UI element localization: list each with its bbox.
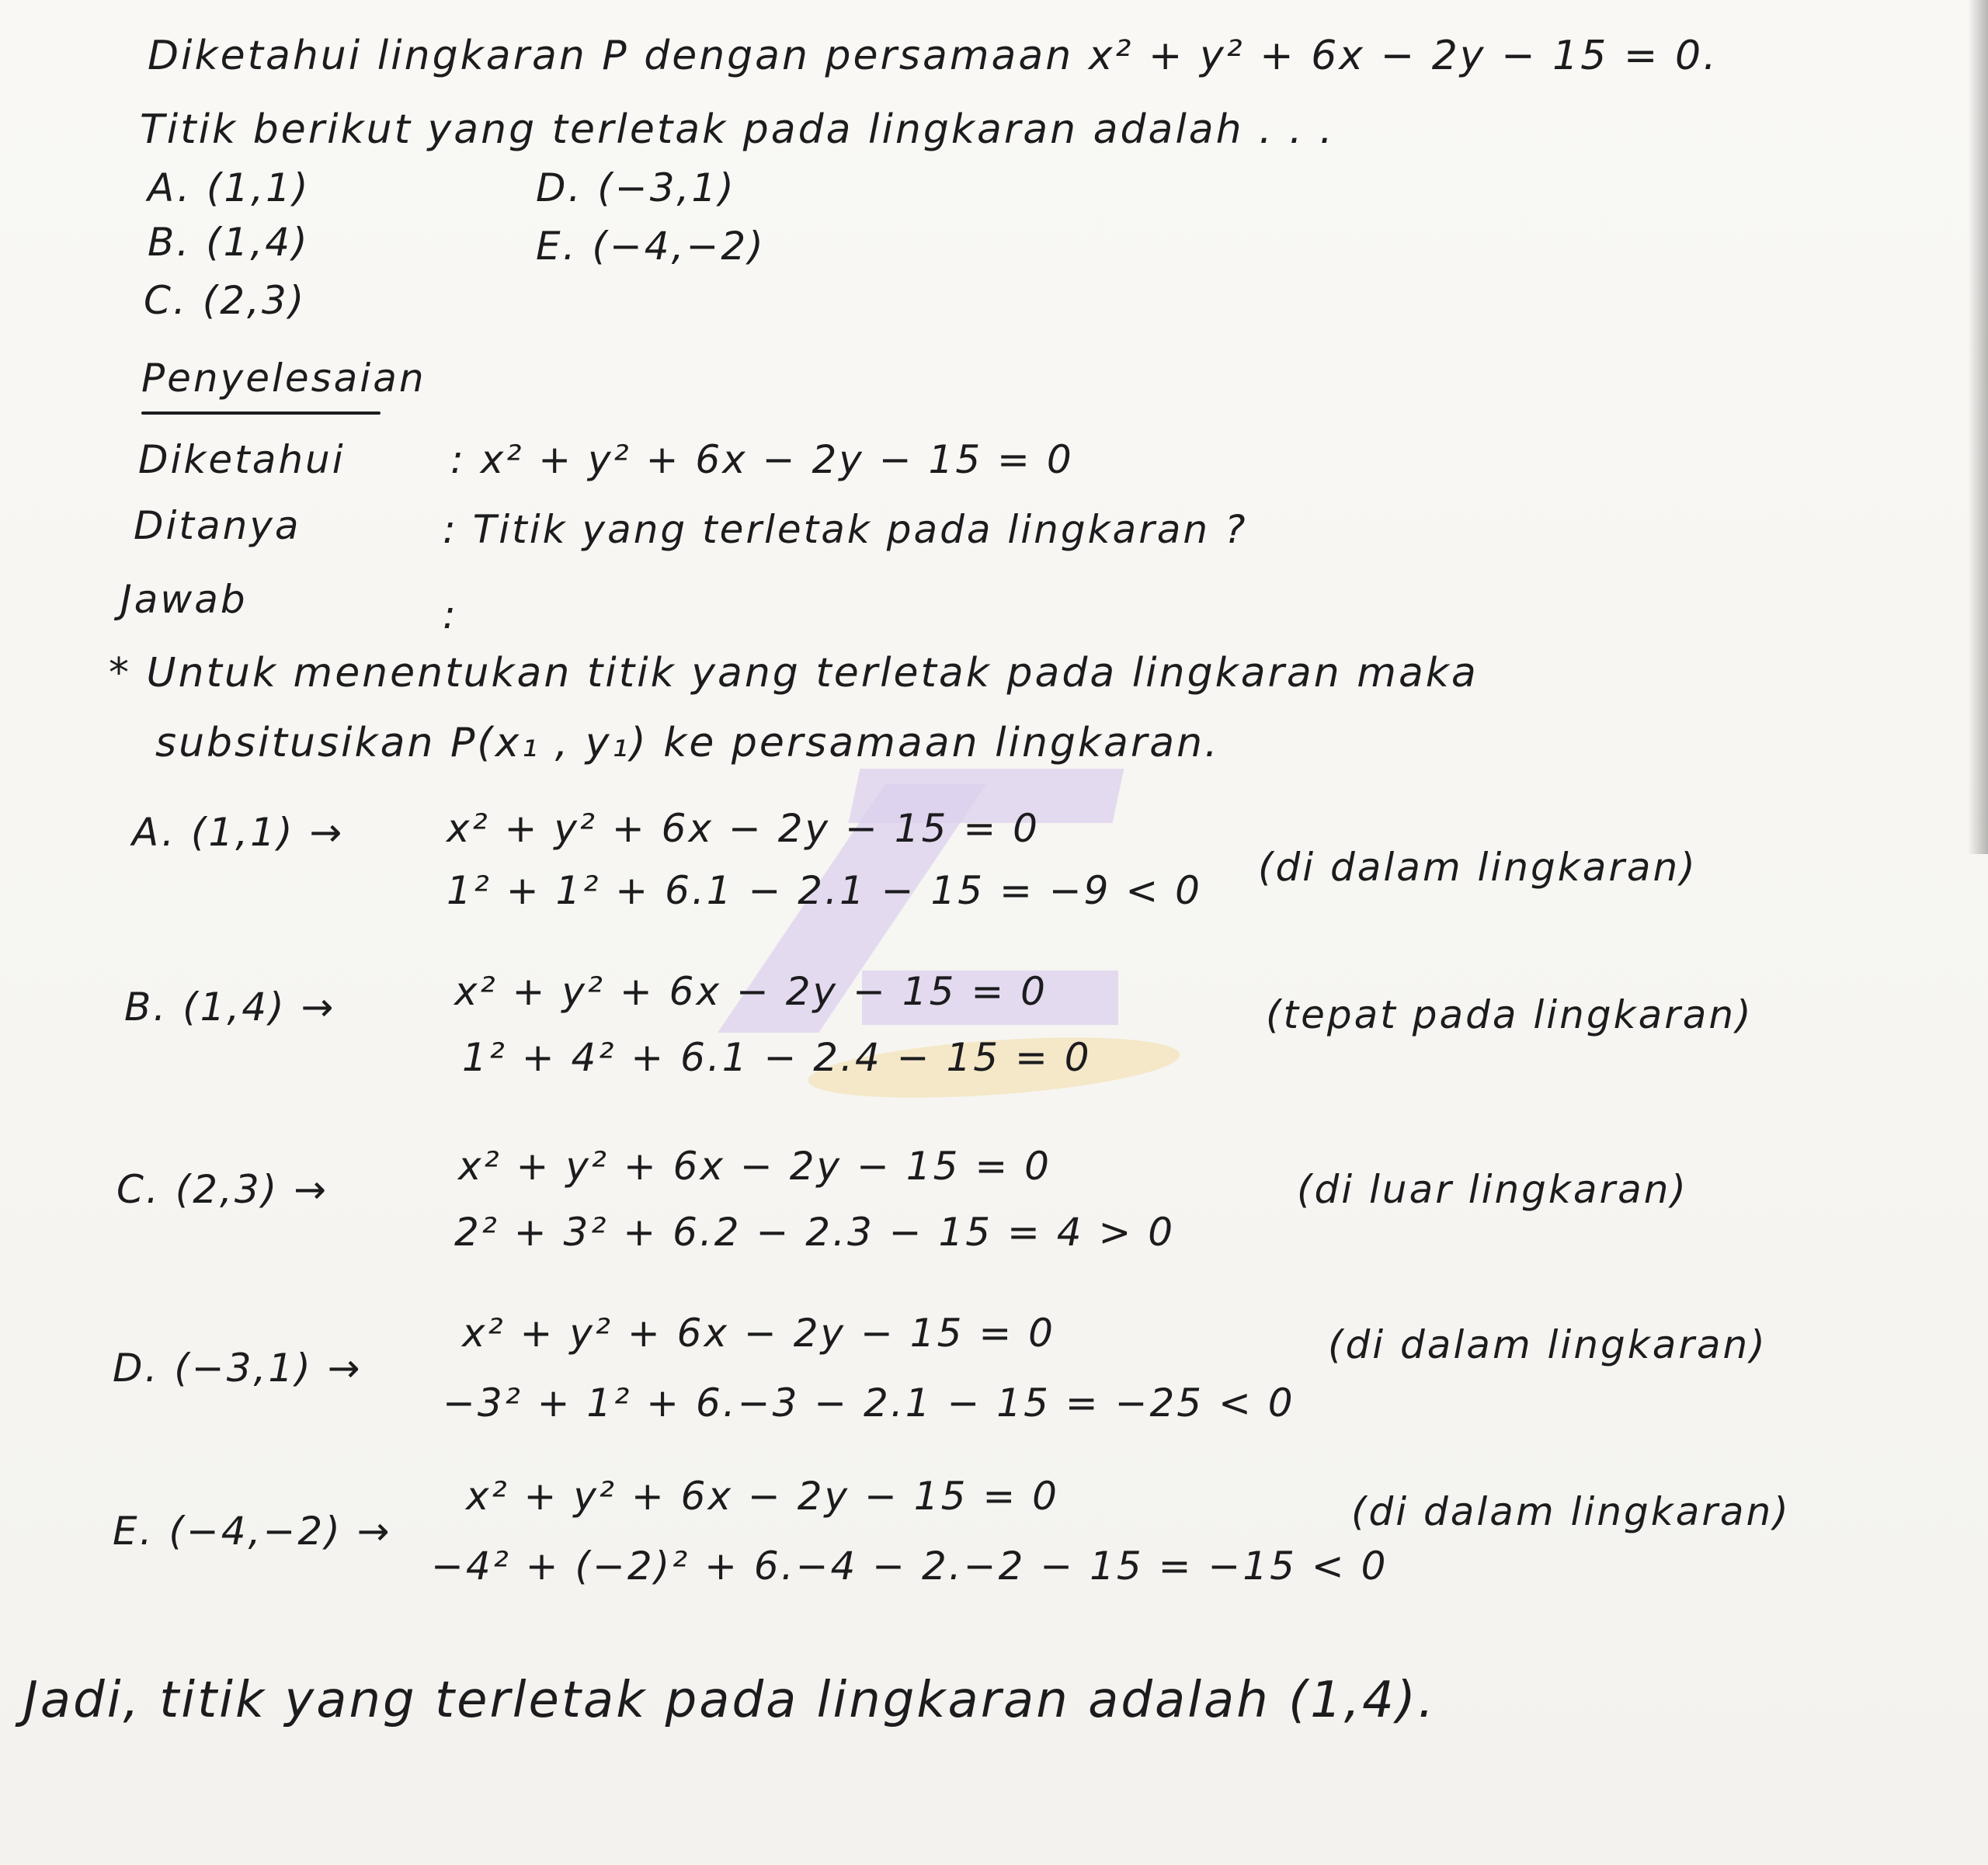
step-e-equation: x² + y² + 6x − 2y − 15 = 0 <box>466 1474 1059 1519</box>
step-b-substitution: 1² + 4² + 6.1 − 2.4 − 15 = 0 <box>462 1035 1092 1080</box>
step-a-equation: x² + y² + 6x − 2y − 15 = 0 <box>447 806 1040 851</box>
step-e-substitution: −4² + (−2)² + 6.−4 − 2.−2 − 15 = −15 < 0 <box>431 1544 1388 1589</box>
option-d: D. (−3,1) <box>536 165 736 210</box>
step-c-equation: x² + y² + 6x − 2y − 15 = 0 <box>458 1144 1051 1189</box>
answer-colon: : <box>443 592 458 637</box>
step-b-equation: x² + y² + 6x − 2y − 15 = 0 <box>454 969 1048 1014</box>
step-c-point: C. (2,3) → <box>116 1167 329 1212</box>
step-a-point: A. (1,1) → <box>132 810 345 855</box>
option-c: C. (2,3) <box>144 278 307 323</box>
step-d-equation: x² + y² + 6x − 2y − 15 = 0 <box>462 1311 1055 1356</box>
step-a-substitution: 1² + 1² + 6.1 − 2.1 − 15 = −9 < 0 <box>447 868 1202 913</box>
step-e-result: (di dalam lingkaran) <box>1351 1489 1791 1534</box>
step-d-point: D. (−3,1) → <box>113 1346 363 1391</box>
step-c-result: (di luar lingkaran) <box>1297 1167 1688 1212</box>
step-c-substitution: 2² + 3² + 6.2 − 2.3 − 15 = 4 > 0 <box>454 1210 1176 1255</box>
solution-heading: Penyelesaian <box>141 356 426 401</box>
paper-edge-shadow <box>1968 0 1988 854</box>
asked-value: : Titik yang terletak pada lingkaran ? <box>443 507 1248 552</box>
conclusion: Jadi, titik yang terletak pada lingkaran adalah (1,4). <box>23 1672 1437 1729</box>
option-a: A. (1,1) <box>148 165 311 210</box>
question-line-1: Diketahui lingkaran P dengan persamaan x² + y² + 6x − 2y − 15 = 0. <box>148 33 1719 79</box>
question-line-2: Titik berikut yang terletak pada lingkaran adalah . . . <box>140 106 1335 153</box>
step-a-result: (di dalam lingkaran) <box>1258 845 1698 890</box>
method-line-1: * Untuk menentukan titik yang terletak pada lingkaran maka <box>109 650 1479 696</box>
step-b-result: (tepat pada lingkaran) <box>1266 992 1753 1037</box>
solution-heading-underline <box>141 412 381 415</box>
known-label: Diketahui <box>138 437 346 482</box>
method-line-2: subsitusikan P(x₁ , y₁) ke persamaan lingkaran. <box>155 720 1220 766</box>
option-e: E. (−4,−2) <box>536 224 766 269</box>
step-e-point: E. (−4,−2) → <box>113 1509 392 1554</box>
answer-label: Jawab <box>120 577 248 622</box>
step-d-result: (di dalam lingkaran) <box>1328 1322 1767 1367</box>
step-b-point: B. (1,4) → <box>124 985 336 1030</box>
step-d-substitution: −3² + 1² + 6.−3 − 2.1 − 15 = −25 < 0 <box>443 1381 1295 1426</box>
known-value: : x² + y² + 6x − 2y − 15 = 0 <box>450 437 1074 482</box>
option-b: B. (1,4) <box>148 220 310 265</box>
asked-label: Ditanya <box>134 503 301 548</box>
